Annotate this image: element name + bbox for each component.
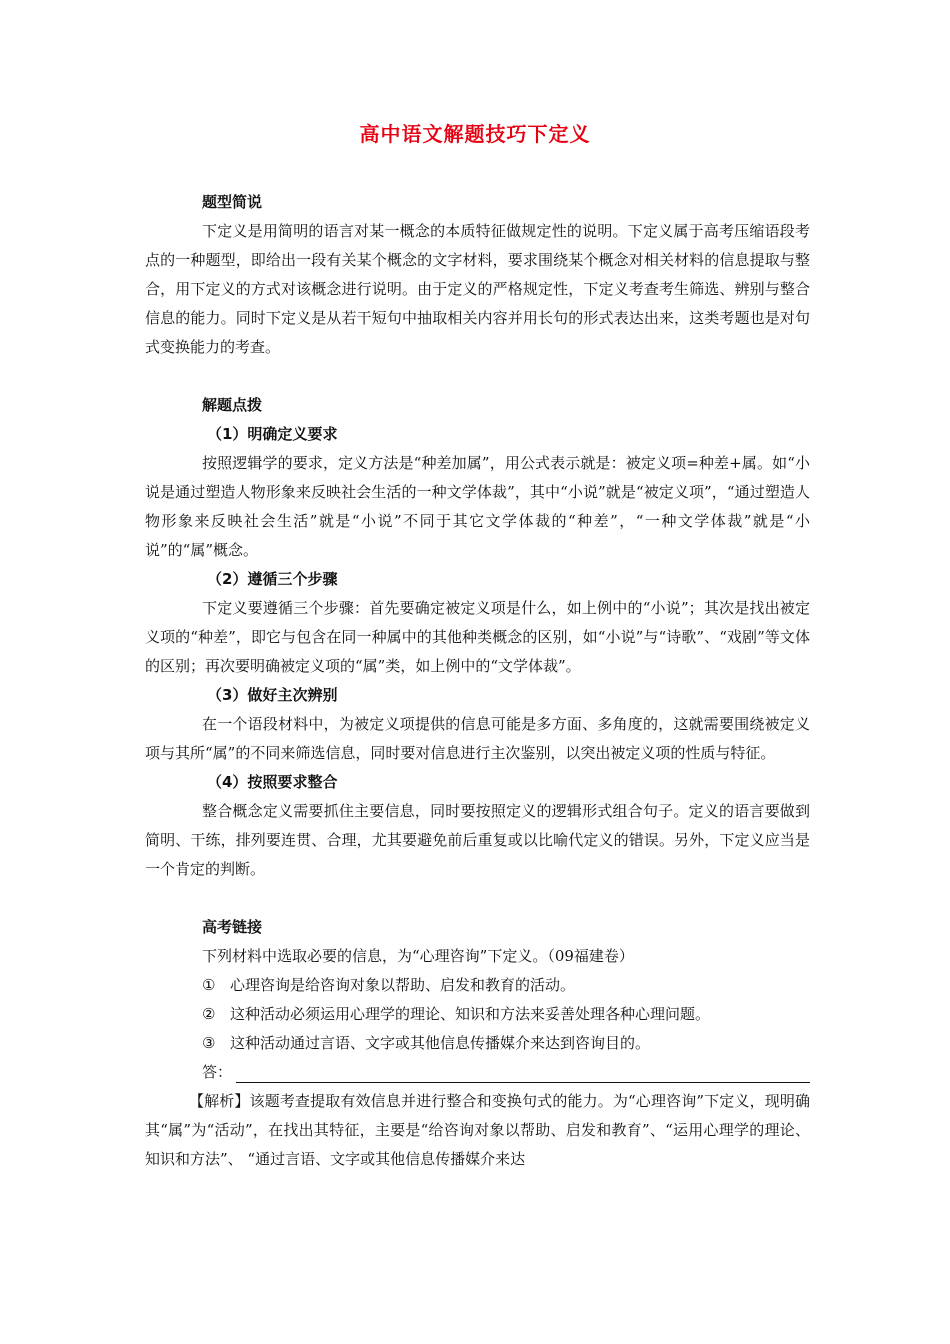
answer-blank-line[interactable] [236,1062,810,1083]
tip-paragraph-1: 按照逻辑学的要求，定义方法是“种差加属”，用公式表示就是：被定义项=种差+属。如“小说是通过塑造人物形象来反映社会生活的一种文学体裁”，其中“小说”就是“被定义项”，“通过塑造人物形象来反映社会生活”就是“小说”不同于其它文学体裁的“种差”，“一种文学体裁”就是“小说”的“属”概念。 [145,454,810,559]
list-item [145,1000,810,1029]
tip-heading-2: （2）遵循三个步骤 [207,570,338,588]
analysis-paragraph [145,1087,810,1174]
list-item [145,1029,810,1058]
list-item-number: ③ [202,1034,216,1052]
list-item-number: ① [202,976,216,994]
list-item-number: ② [202,1005,216,1023]
exam-prompt: 下列材料中选取必要的信息，为“心理咨询”下定义。（09福建卷） [202,947,634,965]
section-heading-exam: 高考链接 [202,918,263,936]
tip-heading-1: （1）明确定义要求 [207,425,338,443]
tip-paragraph-2: 下定义要遵循三个步骤：首先要确定被定义项是什么，如上例中的“小说”；其次是找出被定义项的“种差”，即它与包含在同一种属中的其他种类概念的区别，如“小说”与“诗歌”、“戏剧”等文体的区别；再次要明确被定义项的“属”类，如上例中的“文学体裁”。 [145,599,810,675]
tip-heading-3: （3）做好主次辨别 [207,686,338,704]
list-item [145,971,810,1000]
analysis-tag: 【解析】 [189,1092,250,1110]
answer-label: 答： [202,1063,233,1081]
tip-heading-4: （4）按照要求整合 [207,773,338,791]
list-item-text: 心理咨询是给咨询对象以帮助、启发和教育的活动。 [230,976,576,994]
intro-paragraph: 下定义是用简明的语言对某一概念的本质特征做规定性的说明。下定义属于高考压缩语段考点的一种题型，即给出一段有关某个概念的文字材料，要求围绕某个概念对相关材料的信息提取与整合，用下定义的方式对该概念进行说明。由于定义的严格规定性，下定义考查考生筛选、辨别与整合信息的能力。同时下定义是从若干短句中抽取相关内容并用长句的形式表达出来，这类考题也是对句式变换能力的考查。 [145,222,810,356]
analysis-text: 该题考查提取有效信息并进行整合和变换句式的能力。为“心理咨询”下定义，现明确其“属”为“活动”，在找出其特征，主要是“给咨询对象以帮助、启发和教育”、“运用心理学的理论、知识和方法”、 “通过言语、文字或其他信息传播媒介来达 [145,1092,810,1168]
answer-row [145,1058,810,1087]
tip-paragraph-3: 在一个语段材料中，为被定义项提供的信息可能是多方面、多角度的，这就需要围绕被定义项与其所“属”的不同来筛选信息，同时要对信息进行主次鉴别，以突出被定义项的性质与特征。 [145,715,810,762]
document-body [145,188,810,1174]
tip-paragraph-4: 整合概念定义需要抓住主要信息，同时要按照定义的逻辑形式组合句子。定义的语言要做到简明、干练，排列要连贯、合理，尤其要避免前后重复或以比喻代定义的错误。另外，下定义应当是一个肯定的判断。 [145,802,810,878]
list-item-text: 这种活动通过言语、文字或其他信息传播媒介来达到咨询目的。 [230,1034,651,1052]
list-item-text: 这种活动必须运用心理学的理论、知识和方法来妥善处理各种心理问题。 [230,1005,711,1023]
section-heading-tips: 解题点拨 [202,396,263,414]
section-heading-intro: 题型简说 [202,193,263,211]
document-title: 高中语文解题技巧下定义 [359,122,591,146]
